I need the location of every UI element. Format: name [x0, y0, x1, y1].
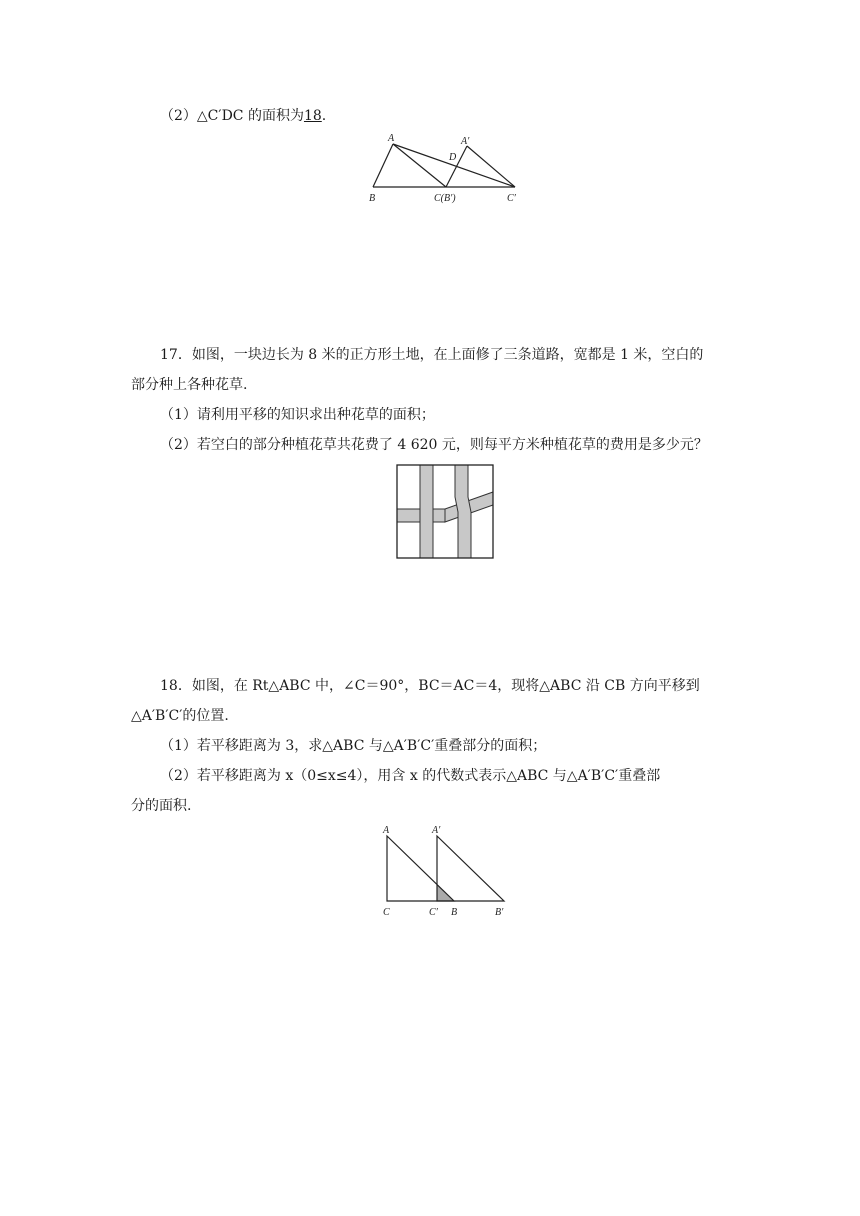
q16-part2 — [160, 106, 326, 126]
q18-label-a: A — [383, 825, 390, 836]
q16-segment-ab — [373, 144, 393, 187]
q17-horizontal-road-left — [397, 509, 445, 522]
q16-segment-a-prime-c-prime — [467, 146, 515, 187]
q18-part2-line2: 分的面积. — [131, 798, 192, 814]
q18-part2-line1: （2）若平移距离为 x（0≤x≤4），用含 x 的代数式表示△ABC 与△A′B′C′重叠部 — [160, 768, 661, 784]
q16-segment-ac — [393, 144, 446, 187]
q16-part2-prefix: （2）△C′DC 的面积为 — [160, 108, 304, 124]
q16-label-a: A — [388, 133, 395, 144]
q16-segment-ac-prime — [393, 144, 515, 187]
q16-label-b: B — [369, 193, 376, 204]
q18-label-a-prime: A′ — [432, 825, 441, 836]
q17-vertical-road-left — [420, 465, 433, 558]
q16-segment-a-prime-b-prime — [446, 146, 467, 187]
q18-label-b-prime: B′ — [495, 907, 504, 918]
q16-label-d: D — [449, 152, 457, 163]
q18-overlap-region — [437, 884, 454, 901]
q18-intro-line1: 18．如图，在 Rt△ABC 中，∠C＝90°，BC＝AC＝4，现将△ABC 沿 CB 方向平移到 — [160, 678, 700, 694]
q16-label-a-prime: A′ — [461, 136, 470, 147]
q18-intro-line2: △A′B′C′的位置. — [131, 708, 229, 724]
q16-label-c-prime: C′ — [507, 193, 516, 204]
q17-part1: （1）请利用平移的知识求出种花草的面积； — [160, 407, 435, 423]
q18-label-c-prime: C′ — [429, 907, 438, 918]
q18-label-c: C — [383, 907, 390, 918]
q17-intro-line1: 17．如图，一块边长为 8 米的正方形土地，在上面修了三条道路，宽都是 1 米，空白的 — [160, 347, 704, 363]
q17-square-plot — [397, 465, 493, 558]
q17-horizontal-road-right — [445, 492, 493, 522]
q16-part2-answer: 18 — [303, 108, 322, 124]
q18-triangle-abc — [387, 836, 454, 901]
q18-label-b: B — [451, 907, 458, 918]
q17-intro-line2: 部分种上各种花草. — [131, 377, 248, 393]
q16-label-c-b-prime: C(B′) — [434, 193, 456, 204]
q18-part1: （1）若平移距离为 3，求△ABC 与△A′B′C′重叠部分的面积； — [160, 738, 547, 754]
q18-triangle-a-prime-b-prime-c-prime — [437, 836, 504, 901]
q17-part2: （2）若空白的部分种植花草共花费了 4 620 元，则每平方米种植花草的费用是多少元？ — [160, 437, 708, 453]
q16-part2-suffix: . — [321, 108, 327, 124]
q17-vertical-road-right — [455, 465, 471, 558]
